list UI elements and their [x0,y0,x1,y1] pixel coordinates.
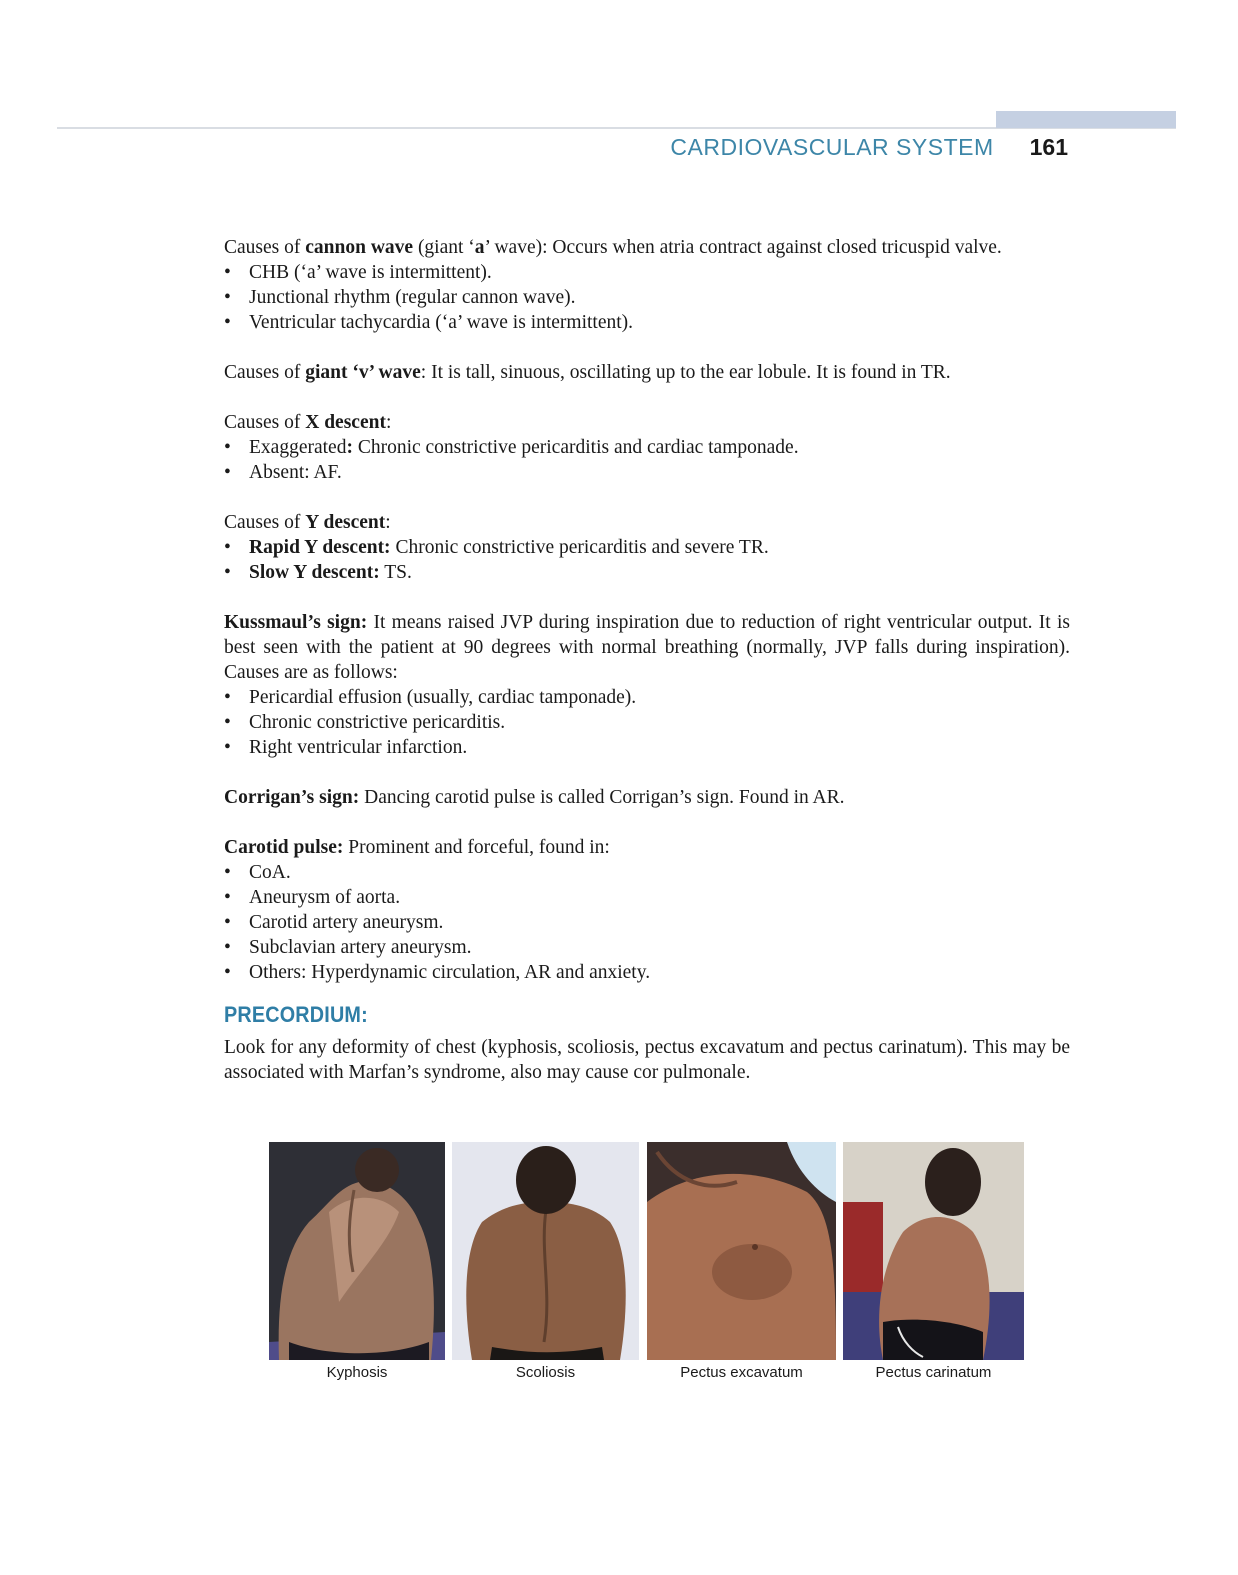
cannon-wave-paragraph: Causes of cannon wave (giant ‘a’ wave): Occurs when atria contract against closed tricuspid valve. [224,237,1002,258]
y-descent-list [224,535,1070,585]
list-item: • CHB (‘a’ wave is intermittent). [224,260,1070,285]
pectus-excavatum-photo [647,1142,836,1360]
figure-caption: Scoliosis [515,1364,576,1381]
precordium-paragraph: Look for any deformity of chest (kyphosis, scoliosis, pectus excavatum and pectus carinatum). This may be associated with Marfan’s syndrome, also may cause cor pulmonale. [224,1037,1070,1083]
header-accent-block [996,111,1176,128]
kyphosis-photo [269,1142,445,1360]
list-item: • Aneurysm of aorta. [224,885,1070,910]
y-descent-paragraph: Causes of Y descent: [224,512,391,533]
list-item: • Right ventricular infarction. [224,735,1070,760]
list-item: • Ventricular tachycardia (‘a’ wave is intermittent). [224,310,1070,335]
list-item: • Slow Y descent: TS. [224,560,1070,585]
figure-row [0,1142,1238,1382]
page-body [224,235,1070,1085]
figure-kyphosis [269,1142,445,1381]
list-item: • Subclavian artery aneurysm. [224,935,1070,960]
list-item: • Junctional rhythm (regular cannon wave). [224,285,1070,310]
list-item: • Exaggerated: Chronic constrictive pericarditis and cardiac tamponade. [224,435,1070,460]
figure-caption: Pectus excavatum [680,1364,803,1381]
carotid-pulse-paragraph: Carotid pulse: Prominent and forceful, found in: [224,837,610,858]
list-item: • Rapid Y descent: Chronic constrictive pericarditis and severe TR. [224,535,1070,560]
list-item: • Carotid artery aneurysm. [224,910,1070,935]
pectus-carinatum-photo [843,1142,1024,1360]
list-item: • Chronic constrictive pericarditis. [224,710,1070,735]
figure-pectus-carinatum [843,1142,1024,1381]
precordium-heading: PRECORDIUM: [224,1002,368,1027]
x-descent-paragraph: Causes of X descent: [224,412,392,433]
figure-pectus-excavatum [647,1142,836,1381]
section-title: CARDIOVASCULAR SYSTEM [670,134,994,160]
page-number: 161 [1029,134,1068,160]
kussmaul-sign-paragraph: Kussmaul’s sign: It means raised JVP during inspiration due to reduction of right ventricular output. It is best seen with the patient at 90 degrees with normal breathing (normally, JVP falls during inspiration). Causes are as follows: [224,612,1070,683]
list-item: • CoA. [224,860,1070,885]
x-descent-list [224,435,1070,485]
scoliosis-photo [452,1142,639,1360]
running-head [670,134,1068,161]
carotid-pulse-list [224,860,1070,985]
list-item: • Pericardial effusion (usually, cardiac tamponade). [224,685,1070,710]
giant-v-wave-paragraph: Causes of giant ‘v’ wave: It is tall, sinuous, oscillating up to the ear lobule. It is found in TR. [224,362,951,383]
list-item: • Absent: AF. [224,460,1070,485]
kussmaul-causes-list [224,685,1070,760]
figure-caption: Pectus carinatum [875,1364,992,1381]
figure-scoliosis [452,1142,639,1381]
cannon-wave-list [224,260,1070,335]
corrigan-sign-paragraph: Corrigan’s sign: Dancing carotid pulse is called Corrigan’s sign. Found in AR. [224,787,845,808]
figure-caption: Kyphosis [326,1364,388,1381]
list-item: • Others: Hyperdynamic circulation, AR and anxiety. [224,960,1070,985]
